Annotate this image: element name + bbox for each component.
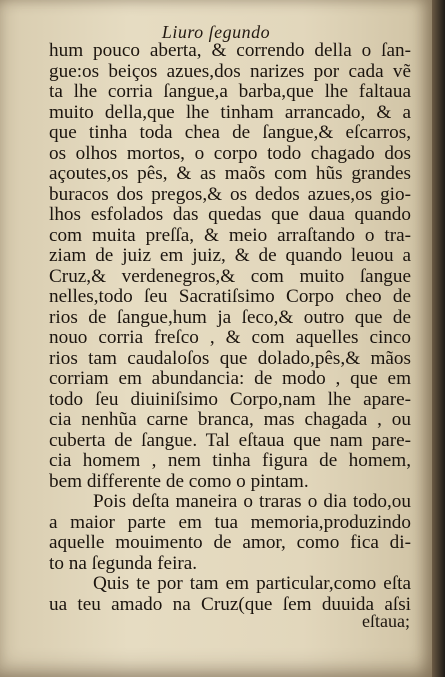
text-line: gue:os beiços azues,dos narizes por cada vẽ <box>49 60 411 82</box>
text-line: to na ſegunda feira. <box>49 552 198 574</box>
text-line: que tinha toda chea de ſangue,& eſcarros, <box>49 122 411 143</box>
text-line: a maior parte em tua memoria,produzindo <box>49 511 411 533</box>
text-line: açoutes,os pês, & as maõs com hũs grandes <box>49 163 411 184</box>
text-line: muito della,que lhe tinham arrancado, & a <box>49 101 411 123</box>
text-line: rios de ſangue,hum ja ſeco,& outro que de <box>49 306 411 328</box>
book-gutter-shadow <box>432 0 445 677</box>
text-line: rios tam caudaloſos que dolado,pês,& mãos <box>49 347 411 369</box>
text-line: nouo corria freſco , & com aquelles cinco <box>49 327 411 348</box>
page-body <box>49 41 411 615</box>
text-line: ua teu amado na Cruz(que ſem duuida aſsi <box>49 593 411 615</box>
text-line: cia nenhũa carne branca, mas chagada , ou <box>49 409 411 430</box>
text-line: cia homem , nem tinha figura de homem, <box>49 450 411 471</box>
text-line: cuberta de ſangue. Tal eſtaua que nam pare- <box>49 429 411 451</box>
text-line: corriam em abundancia: de modo , que em <box>49 368 411 389</box>
paragraph-first-line: Quis te por tam em particular,como eſta <box>93 573 411 594</box>
text-line: buracos dos pregos,& os dedos azues,os gio- <box>49 183 411 205</box>
text-line: bem differente de como o pintam. <box>49 470 309 492</box>
text-line: todo ſeu diuiniſsimo Corpo,nam lhe apare- <box>49 388 411 410</box>
catchword: eſtaua; <box>362 611 410 631</box>
text-line: os olhos mortos, o corpo todo chagado dos <box>49 142 411 164</box>
text-line: hum pouco aberta, & correndo della o ſan- <box>49 40 411 61</box>
text-line: ta lhe corria ſangue,a barba,que lhe faltaua <box>49 81 411 102</box>
text-line: ziam de juiz em juiz, & de quando leuou a <box>49 245 411 266</box>
text-line: Cruz,& verdenegros,& com muito ſangue <box>49 265 411 287</box>
text-line: lhos esfolados das quedas que daua quando <box>49 204 411 225</box>
running-head: Liuro ſegundo <box>161 22 271 42</box>
text-line: aquelle mouimento de amor, como fica di- <box>49 532 411 553</box>
text-line: nelles,todo ſeu Sacratiſsimo Corpo cheo de <box>49 286 411 307</box>
paragraph-first-line: Pois deſta maneira o traras o dia todo,ou <box>93 491 411 512</box>
text-line: com muita preſſa, & meio arraſtando o tra- <box>49 224 411 246</box>
